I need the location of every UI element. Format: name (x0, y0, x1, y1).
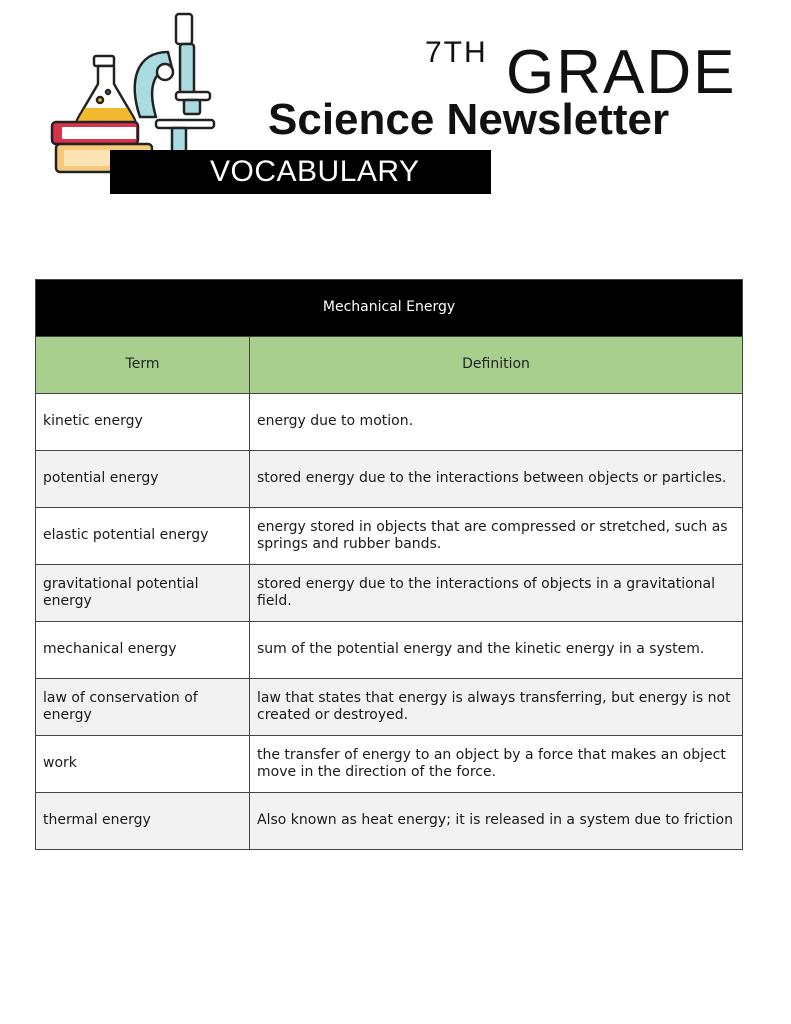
definition-cell: the transfer of energy to an object by a force that makes an object move in the direction of the force. (250, 736, 743, 793)
term-cell: thermal energy (36, 793, 250, 850)
table-row (36, 622, 743, 679)
table-row (36, 508, 743, 565)
definition-cell: energy due to motion. (250, 394, 743, 451)
definition-cell: stored energy due to the interactions between objects or particles. (250, 451, 743, 508)
definition-cell: energy stored in objects that are compressed or stretched, such as springs and rubber bands. (250, 508, 743, 565)
table-header-row (36, 337, 743, 394)
definition-cell: law that states that energy is always transferring, but energy is not created or destroyed. (250, 679, 743, 736)
table-row (36, 679, 743, 736)
table-row (36, 793, 743, 850)
grade-number: 7TH (425, 36, 488, 69)
vocabulary-banner-label: VOCABULARY (210, 155, 420, 188)
table-caption-row (36, 280, 743, 337)
vocabulary-table (35, 279, 743, 850)
definition-cell: Also known as heat energy; it is released in a system due to friction (250, 793, 743, 850)
term-cell: law of conservation of energy (36, 679, 250, 736)
term-cell: work (36, 736, 250, 793)
column-header-term: Term (36, 337, 250, 394)
term-cell: elastic potential energy (36, 508, 250, 565)
grade-word: GRADE (506, 38, 737, 107)
term-cell: gravitational potential energy (36, 565, 250, 622)
table-row (36, 451, 743, 508)
term-cell: potential energy (36, 451, 250, 508)
term-cell: kinetic energy (36, 394, 250, 451)
table-caption: Mechanical Energy (36, 280, 743, 337)
column-header-definition: Definition (250, 337, 743, 394)
table-row (36, 565, 743, 622)
term-cell: mechanical energy (36, 622, 250, 679)
flask-icon (76, 56, 135, 130)
table-row (36, 736, 743, 793)
page-title: Science Newsletter (268, 95, 670, 144)
table-row (36, 394, 743, 451)
definition-cell: sum of the potential energy and the kinetic energy in a system. (250, 622, 743, 679)
definition-cell: stored energy due to the interactions of objects in a gravitational field. (250, 565, 743, 622)
